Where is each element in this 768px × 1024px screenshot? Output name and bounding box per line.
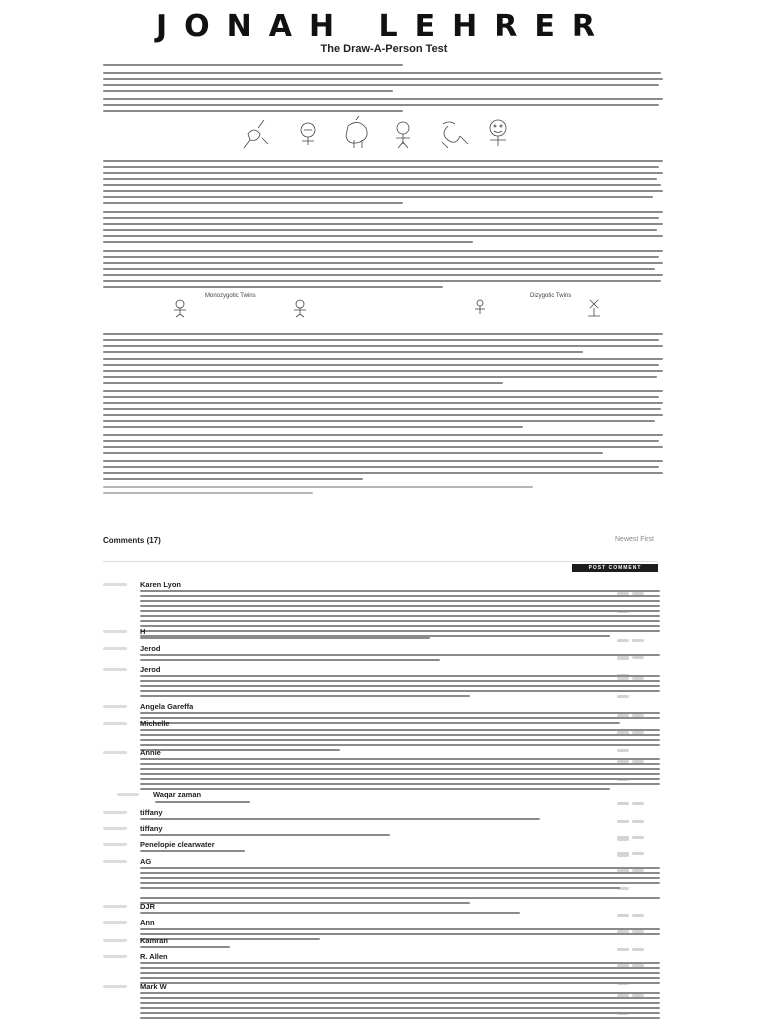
comment-author[interactable]: Annie	[140, 748, 161, 757]
comment-text-line	[140, 659, 440, 661]
avatar[interactable]	[103, 751, 127, 754]
comment-author[interactable]: Waqar zaman	[153, 790, 202, 799]
comment-text-line	[140, 600, 660, 602]
body-text-line	[103, 172, 663, 174]
body-text-line	[103, 235, 663, 237]
comment-text-line	[140, 912, 520, 914]
comment-author[interactable]: Jerod	[140, 665, 161, 674]
comment-text-line	[140, 997, 660, 999]
body-text-line	[103, 466, 659, 468]
comment-author[interactable]: R. Allen	[140, 952, 168, 961]
body-text-line	[103, 408, 661, 410]
like-icon[interactable]	[617, 820, 629, 823]
comment-text-line	[140, 897, 660, 899]
avatar[interactable]	[103, 955, 127, 958]
children-drawings-image	[228, 116, 538, 150]
body-text-line	[103, 345, 663, 347]
avatar[interactable]	[103, 827, 127, 830]
comment-text-line	[140, 1007, 660, 1009]
avatar[interactable]	[117, 793, 139, 796]
comment-text-line	[140, 712, 660, 714]
comment-actions[interactable]	[617, 667, 661, 671]
comment-actions[interactable]	[617, 920, 661, 924]
comment-text-line	[140, 605, 660, 607]
comment-actions[interactable]	[617, 582, 661, 586]
comment-author[interactable]: Ann	[140, 918, 155, 927]
avatar[interactable]	[103, 860, 127, 863]
comment-text-line	[140, 867, 660, 869]
comment-author[interactable]: tiffany	[140, 824, 163, 833]
comment-text-line	[140, 690, 660, 692]
body-text-line	[103, 333, 663, 335]
like-icon[interactable]	[617, 914, 629, 917]
body-text-line	[103, 217, 659, 219]
body-text-line	[103, 396, 659, 398]
comment-item	[103, 982, 663, 1024]
comment-actions[interactable]	[617, 721, 661, 725]
body-text-line	[103, 178, 657, 180]
avatar[interactable]	[103, 630, 127, 633]
comment-text-line	[140, 637, 430, 639]
like-icon[interactable]	[617, 948, 629, 951]
body-text-line	[103, 420, 655, 422]
body-text-line	[103, 434, 663, 436]
body-text-line	[103, 472, 663, 474]
comment-text-line	[140, 928, 660, 930]
body-text-line	[103, 184, 661, 186]
avatar[interactable]	[103, 905, 127, 908]
comment-text-line	[140, 729, 660, 731]
comment-text-line	[140, 739, 660, 741]
comment-text-line	[140, 877, 660, 879]
body-text-line	[103, 376, 657, 378]
footnote-line	[103, 486, 533, 488]
comment-text-line	[140, 783, 660, 785]
body-text-line	[103, 190, 663, 192]
comment-author[interactable]: tiffany	[140, 808, 163, 817]
comment-actions[interactable]	[617, 859, 661, 863]
body-text-line	[103, 223, 663, 225]
body-text-line	[103, 426, 523, 428]
reply-icon[interactable]	[632, 914, 644, 917]
body-text-line	[103, 358, 663, 360]
reply-icon[interactable]	[632, 948, 644, 951]
body-text-line	[103, 460, 663, 462]
comment-author[interactable]: Mark W	[140, 982, 167, 991]
reply-icon[interactable]	[632, 852, 644, 855]
twins-drawings-image	[150, 298, 620, 318]
body-text-line	[103, 478, 363, 480]
body-text-line	[103, 370, 663, 372]
body-text-line	[103, 250, 663, 252]
avatar[interactable]	[103, 722, 127, 725]
like-icon[interactable]	[617, 852, 629, 855]
comment-text-line	[140, 695, 470, 697]
body-text-line	[103, 90, 393, 92]
avatar[interactable]	[103, 705, 127, 708]
body-text-line	[103, 452, 603, 454]
body-text-line	[103, 202, 403, 204]
comment-author[interactable]: Jerod	[140, 644, 161, 653]
post-title: The Draw-A-Person Test	[320, 43, 448, 55]
comments-header: Comments (17)	[103, 536, 161, 545]
like-icon[interactable]	[617, 802, 629, 805]
body-text-line	[103, 280, 661, 282]
comment-text-line	[140, 962, 660, 964]
top-nav	[0, 35, 768, 43]
body-text-line	[103, 382, 503, 384]
comment-actions[interactable]	[617, 629, 661, 633]
avatar[interactable]	[103, 985, 127, 988]
figure-label-monozygotic: Monozygotic Twins	[205, 293, 256, 299]
comment-text-line	[140, 595, 660, 597]
reply-icon[interactable]	[632, 820, 644, 823]
body-text-line	[103, 440, 659, 442]
comment-actions[interactable]	[617, 750, 661, 754]
body-text-line	[103, 262, 663, 264]
comment-text-line	[140, 967, 660, 969]
body-text-line	[103, 110, 403, 112]
comment-author[interactable]: Angela Gareffa	[140, 702, 194, 711]
comment-text-line	[140, 933, 660, 935]
body-text-line	[103, 390, 663, 392]
body-text-line	[103, 351, 583, 353]
comment-author[interactable]: H	[140, 627, 146, 636]
comment-text-line	[140, 744, 660, 746]
body-text-line	[103, 256, 659, 258]
comment-text-line	[140, 977, 660, 979]
children-drawings-figure	[228, 116, 538, 150]
comment-text-line	[155, 801, 250, 803]
body-text-line	[103, 160, 663, 162]
body-text-line	[103, 274, 663, 276]
comment-text-line	[140, 972, 660, 974]
comment-text-line	[140, 620, 660, 622]
comment-text-line	[140, 818, 540, 820]
comment-text-line	[140, 887, 620, 889]
post-pagination	[0, 526, 768, 533]
comment-text-line	[140, 590, 660, 592]
body-text-line	[103, 339, 659, 341]
comment-actions[interactable]	[617, 938, 661, 942]
avatar[interactable]	[103, 811, 127, 814]
comment-text-line	[140, 734, 660, 736]
avatar[interactable]	[103, 921, 127, 924]
figure-label-dizygotic: Dizygotic Twins	[530, 293, 572, 299]
body-text-line	[103, 98, 663, 100]
reply-icon[interactable]	[632, 836, 644, 839]
comment-text-line	[140, 850, 245, 852]
comment-author[interactable]: Kamran	[140, 936, 168, 945]
comment-actions[interactable]	[617, 984, 661, 988]
flag-icon[interactable]	[617, 695, 629, 698]
comment-text-line	[140, 834, 390, 836]
avatar[interactable]	[103, 583, 127, 586]
body-text-line	[103, 268, 655, 270]
comment-text-line	[140, 992, 660, 994]
body-text-line	[103, 166, 659, 168]
comment-text-line	[140, 615, 660, 617]
reply-icon[interactable]	[632, 639, 644, 642]
comment-author[interactable]: Michelle	[140, 719, 170, 728]
sort-newest-first[interactable]: Newest First	[615, 536, 654, 543]
body-text-line	[103, 241, 473, 243]
body-text-line	[103, 402, 663, 404]
body-text-line	[103, 84, 659, 86]
comment-author[interactable]: Penelopie clearwater	[140, 840, 215, 849]
comment-text-line	[140, 768, 660, 770]
comment-text-line	[140, 1017, 660, 1019]
body-text-line	[103, 446, 663, 448]
comment-text-line	[140, 610, 660, 612]
comment-actions[interactable]	[617, 904, 661, 908]
post-comment-button[interactable]: POST COMMENT	[572, 564, 658, 572]
reply-icon[interactable]	[632, 656, 644, 659]
body-text-line	[103, 211, 663, 213]
comment-text-line	[140, 763, 660, 765]
body-text-line	[103, 229, 657, 231]
avatar[interactable]	[103, 668, 127, 671]
comment-text-line	[140, 946, 230, 948]
comment-actions[interactable]	[617, 826, 661, 830]
comment-text-line	[140, 758, 660, 760]
comment-text-line	[140, 778, 660, 780]
body-text-line	[103, 196, 653, 198]
comment-text-line	[140, 680, 660, 682]
twins-drawings-figure	[150, 298, 620, 318]
comment-author[interactable]: Karen Lyon	[140, 580, 181, 589]
avatar[interactable]	[103, 843, 127, 846]
comment-text-line	[140, 1002, 660, 1004]
comment-text-line	[140, 872, 660, 874]
body-text-line	[103, 364, 659, 366]
body-text-line	[103, 64, 403, 66]
comment-text-line	[140, 882, 660, 884]
comment-text-line	[140, 654, 660, 656]
reply-icon[interactable]	[632, 802, 644, 805]
body-text-line	[103, 72, 661, 74]
comment-actions[interactable]	[617, 646, 661, 650]
comment-author[interactable]: AG	[140, 857, 152, 866]
comment-actions[interactable]	[617, 842, 661, 846]
comment-item	[103, 790, 663, 806]
comment-text-line	[140, 773, 660, 775]
comment-actions[interactable]	[617, 792, 661, 796]
body-text-line	[103, 286, 443, 288]
footnote-line	[103, 492, 313, 494]
body-text-line	[103, 414, 663, 416]
like-icon[interactable]	[617, 836, 629, 839]
comment-actions[interactable]	[617, 810, 661, 814]
site-title[interactable]: JONAH LEHRER	[156, 9, 612, 44]
avatar[interactable]	[103, 647, 127, 650]
body-text-line	[103, 104, 659, 106]
comment-author[interactable]: DJR	[140, 902, 156, 911]
like-icon[interactable]	[617, 639, 629, 642]
comment-actions[interactable]	[617, 704, 661, 708]
like-icon[interactable]	[617, 656, 629, 659]
comment-input[interactable]	[103, 546, 658, 562]
comment-text-line	[140, 675, 660, 677]
comment-text-line	[140, 685, 660, 687]
avatar[interactable]	[103, 939, 127, 942]
body-text-line	[103, 78, 663, 80]
comment-actions[interactable]	[617, 954, 661, 958]
comment-text-line	[140, 1012, 660, 1014]
